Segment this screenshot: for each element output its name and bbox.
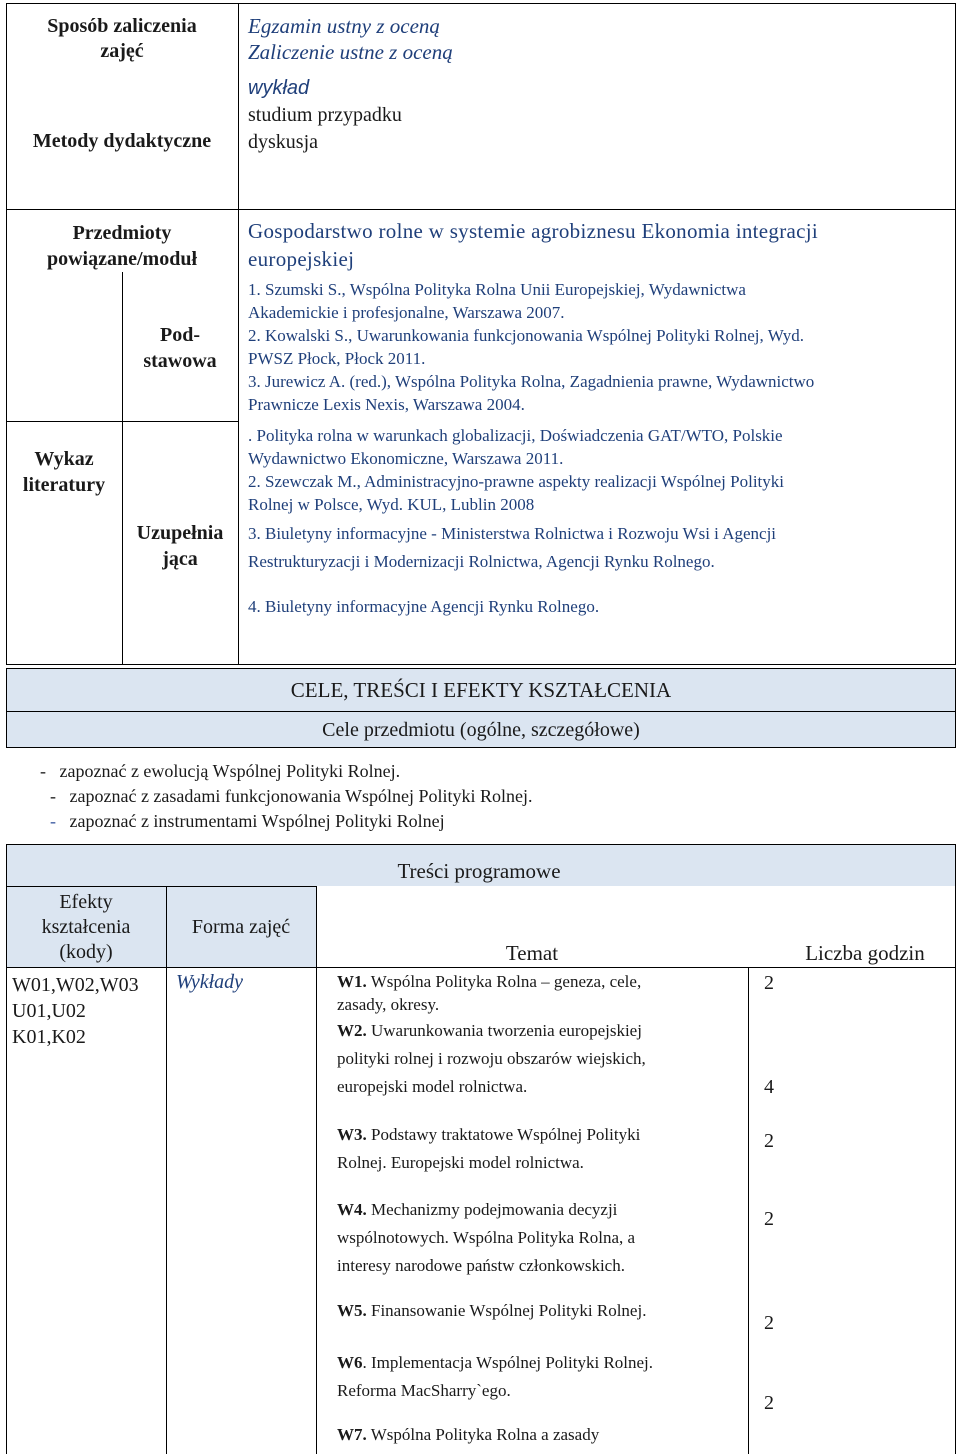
rule (6, 844, 956, 845)
rule (166, 886, 167, 1454)
literature-supp-item: 3. Biuletyny informacyjne - Ministerstwa Rolnictwa i Rozwoju Wsi i Agencji Restrukturyzacji i Modernizacji Rolnictwa, Agencji Rynku Rolnego. (248, 524, 777, 571)
metody-value: dyskusja (248, 131, 318, 153)
col-forma: Forma zajęć (191, 916, 291, 938)
col-temat: Temat (505, 941, 559, 965)
metody-label: Metody dydaktyczne (32, 130, 212, 152)
literature-label: Wykaz literatury (22, 448, 106, 496)
hours-w3: 2 (764, 1130, 774, 1152)
section-title: CELE, TREŚCI I EFEKTY KSZTAŁCENIA (290, 678, 672, 702)
zaliczenie-value: Egzamin ustny z oceną Zaliczenie ustne z oceną (248, 14, 453, 64)
literature-supp-item: 4. Biuletyny informacyjne Agencji Rynku Rolnego. (248, 597, 600, 616)
topic-w5: W5. Finansowanie Wspólnej Polityki Rolnej. (337, 1301, 647, 1320)
hours-w2: 4 (764, 1076, 774, 1098)
topic-w3: W3. Podstawy traktatowe Wspólnej Polityki Rolnej. Europejski model rolnictwa. (337, 1125, 641, 1172)
metody-value: studium przypadku (248, 104, 402, 126)
literature-basic-label: Pod- stawowa (143, 324, 217, 372)
hours-w4: 2 (764, 1208, 774, 1230)
rule (955, 844, 956, 1454)
goal-item: - zapoznać z zasadami funkcjonowania Wspólnej Polityki Rolnej. (50, 786, 533, 806)
hours-w6: 2 (764, 1392, 774, 1414)
rule (316, 886, 317, 1454)
program-title: Treści programowe (397, 859, 561, 883)
hours-w5: 2 (764, 1312, 774, 1334)
col-godziny: Liczba godzin (805, 941, 925, 965)
metody-value: wykład (248, 77, 310, 99)
topic-w4: W4. Mechanizmy podejmowania decyzji wspólnotowych. Wspólna Polityka Rolna, a interesy narodowe państw członkowskich. (337, 1200, 636, 1275)
col-efekty: Efekty kształcenia (kody) (41, 891, 131, 963)
rule (955, 3, 956, 665)
related-value: Gospodarstwo rolne w systemie agrobiznesu Ekonomia integracji europejskiej (248, 219, 819, 271)
hours-w1: 2 (764, 972, 774, 994)
goal-item: - zapoznać z ewolucją Wspólnej Polityki Rolnej. (40, 761, 401, 781)
forma-value: Wykłady (176, 971, 244, 993)
rule (6, 3, 956, 4)
zaliczenie-label: Sposób zaliczenia zajęć (47, 15, 197, 62)
topic-w1: W1. Wspólna Polityka Rolna – geneza, cele, zasady, okresy. (337, 972, 642, 1014)
rule (6, 209, 956, 210)
topic-w6: W6. Implementacja Wspólnej Polityki Rolnej. Reforma MacSharry`ego. (337, 1353, 654, 1400)
literature-basic-list: 1. Szumski S., Wspólna Polityka Rolna Unii Europejskiej, Wydawnictwa Akademickie i profesjonalne, Warszawa 2007. 2. Kowalski S., Uwarunkowania funkcjonowania Wspólnej Polityki Rolnej, Wyd. PWSZ Płock, Płock 2011. 3. Jurewicz A. (red.), Wspólna Polityka Rolna, Zagadnienia prawne, Wydawnictwo Prawnicze Lexis Nexis, Warszawa 2004. (248, 280, 815, 414)
rule (748, 967, 749, 1454)
goals-subtitle: Cele przedmiotu (ogólne, szczegółowe) (322, 719, 640, 741)
literature-supp-list: . Polityka rolna w warunkach globalizacji, Doświadczenia GAT/WTO, Polskie Wydawnictwo Ekonomiczne, Warszawa 2011. 2. Szewczak M., Administracyjno-prawne aspekty realizacji Wspólnej Polityki Rolnej w Polsce, Wyd. KUL, Lublin 2008 (248, 426, 784, 514)
topic-w7: W7. Wspólna Polityka Rolna a zasady (337, 1425, 600, 1444)
rule (6, 3, 7, 665)
rule (6, 886, 316, 887)
rule (6, 967, 956, 968)
related-label: Przedmioty powiązane/moduł (46, 222, 198, 270)
goal-item: - zapoznać z instrumentami Wspólnej Polityki Rolnej (50, 811, 445, 831)
topic-w2: W2. Uwarunkowania tworzenia europejskiej polityki rolnej i rozwoju obszarów wiejskich, europejski model rolnictwa. (337, 1021, 646, 1096)
rule (238, 3, 239, 665)
rule (6, 664, 956, 665)
effect-codes: W01,W02,W03 U01,U02 K01,K02 (12, 974, 139, 1048)
literature-supp-label: Uzupełnia jąca (136, 522, 224, 570)
